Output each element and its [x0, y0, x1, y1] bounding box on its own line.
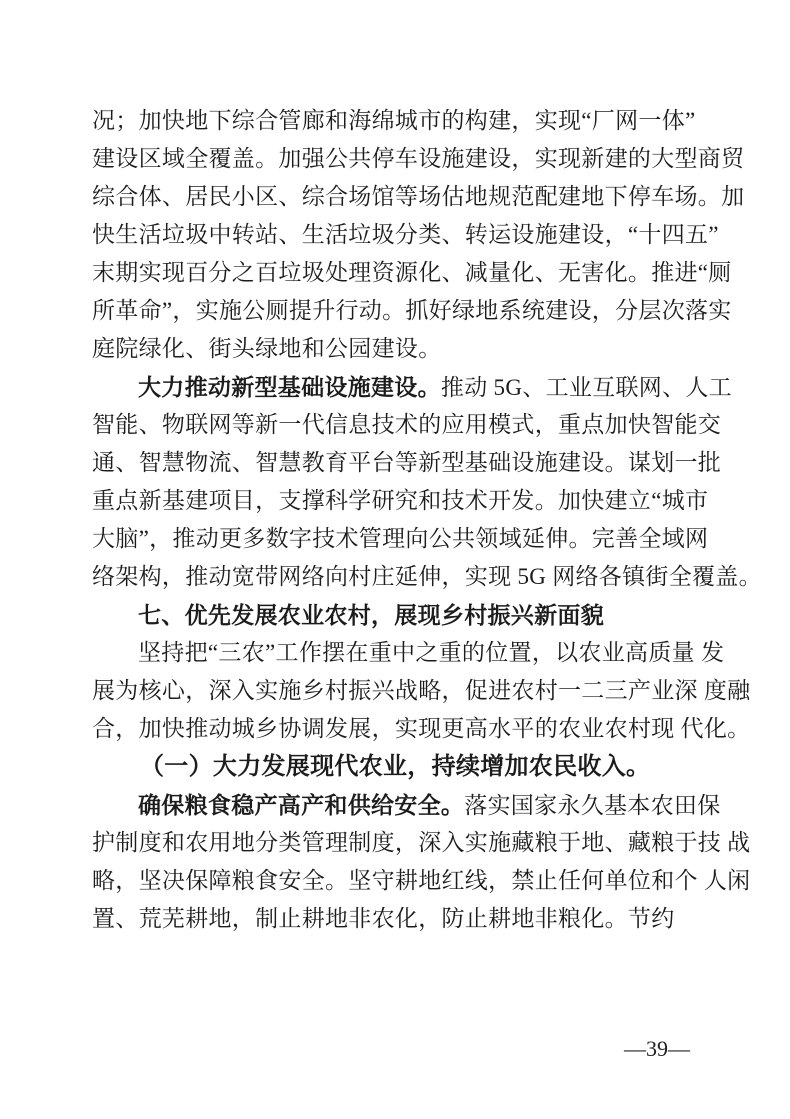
text-line	[92, 786, 742, 824]
text-line: 展为核心，深入实施乡村振兴战略，促进农村一二三产业深 度融	[92, 678, 751, 703]
text-line: 建设区域全覆盖。加强公共停车设施建设，实现新建的大型商贸	[92, 146, 745, 171]
document-body	[92, 102, 762, 938]
text-line: 智能、物联网等新一代信息技术的应用模式，重点加快智能交	[92, 412, 722, 437]
subsection-heading-one: （一）大力发展现代农业，持续增加农民收入。	[140, 753, 651, 780]
paragraph-bold-lead: 大力推动新型基础设施建设。	[138, 374, 441, 400]
paragraph-bold-lead: 确保粮食稳产高产和供给安全。	[138, 792, 465, 818]
text-line: 略，坚决保障粮食安全。坚守耕地红线，禁止任何单位和个 人闲	[92, 868, 751, 893]
section-heading-seven: 七、优先发展农业农村，展现乡村振兴新面貌	[138, 602, 604, 628]
text-line: 合，加快推动城乡协调发展，实现更高水平的农业农村现 代化。	[92, 716, 751, 741]
paragraph-sannong	[92, 634, 751, 748]
paragraph-grain-security	[92, 786, 751, 938]
text-line: 大脑”，推动更多数字技术管理向公共领域延伸。完善全域网	[92, 526, 709, 551]
text-line: 护制度和农用地分类管理制度，深入实施藏粮于地、藏粮于技 战	[92, 830, 751, 855]
text-line: 置、荒芜耕地，制止耕地非农化，防止耕地非粮化。节约	[92, 906, 675, 931]
paragraph-lead-rest: 推动 5G、工业互联网、人工	[440, 375, 732, 400]
page-number: —39—	[624, 1036, 690, 1061]
paragraph-lead-rest: 落实国家永久基本农田保	[464, 793, 721, 818]
text-line: 络架构，推动宽带网络向村庄延伸，实现 5G 网络各镇街全覆盖。	[92, 564, 762, 589]
text-line: 况；加快地下综合管廊和海绵城市的构建，实现“厂网一体”	[92, 108, 696, 133]
text-line	[92, 368, 742, 406]
text-line: 坚持把“三农”工作摆在重中之重的位置，以农业高质量 发	[138, 640, 725, 665]
paragraph-infrastructure-continuation	[92, 102, 745, 368]
text-line: 重点新基建项目，支撑科学研究和技术开发。加快建立“城市	[92, 488, 709, 513]
text-line: 综合体、居民小区、综合场馆等场估地规范配建地下停车场。加	[92, 184, 745, 209]
text-line: 通、智慧物流、智慧教育平台等新型基础设施建设。谋划一批	[92, 450, 722, 475]
text-line: 快生活垃圾中转站、生活垃圾分类、转运设施建设，“十四五”	[92, 222, 719, 247]
text-line: 庭院绿化、街头绿地和公园建设。	[92, 336, 442, 361]
text-line: 所革命”，实施公厕提升行动。抓好绿地系统建设，分层次落实	[92, 298, 732, 323]
paragraph-new-infrastructure	[92, 368, 762, 596]
text-line: 末期实现百分之百垃圾处理资源化、减量化、无害化。推进“厕	[92, 260, 732, 285]
